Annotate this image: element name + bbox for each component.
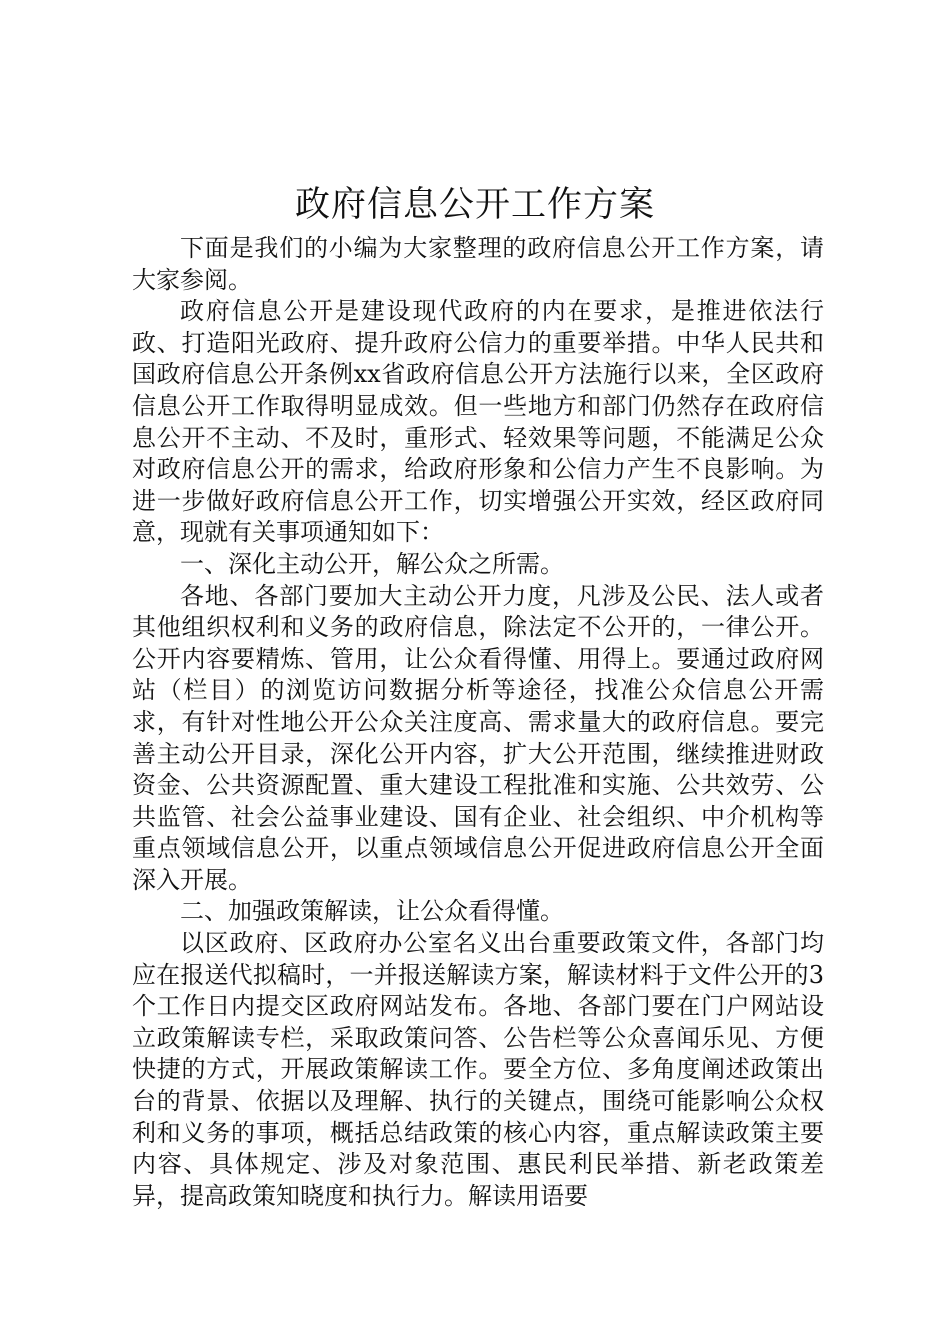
paragraph-section-1: 各地、各部门要加大主动公开力度，凡涉及公民、法人或者其他组织权利和义务的政府信息，除法定不公开的，一律公开。公开内容要精炼、管用，让公众看得懂、用得上。要通过政府网站（栏目）的浏览访问数据分析等途径，找准公众信息公开需求，有针对性地公开公众关注度高、需求量大的政府信息。要完善主动公开目录，深化公开内容，扩大公开范围，继续推进财政资金、公共资源配置、重大建设工程批准和实施、公共效劳、公共监管、社会公益事业建设、国有企业、社会组织、中介机构等重点领域信息公开，以重点领域信息公开促进政府信息公开全面深入开展。 <box>132 581 824 894</box>
paragraph-section-2: 以区政府、区政府办公室名义出台重要政策文件，各部门均应在报送代拟稿时，一并报送解读方案，解读材料于文件公开的3个工作日内提交区政府网站发布。各地、各部门要在门户网站设立政策解读专栏，采取政策问答、公告栏等公众喜闻乐见、方便快捷的方式，开展政策解读工作。要全方位、多角度阐述政策出台的背景、依据以及理解、执行的关键点，围绕可能影响公众权利和义务的事项，概括总结政策的核心内容，重点解读政策主要内容、具体规定、涉及对象范围、惠民利民举措、新老政策差异，提高政策知晓度和执行力。解读用语要 <box>132 929 824 1210</box>
section-heading-1: 一、深化主动公开，解公众之所需。 <box>180 549 564 578</box>
document-title: 政府信息公开工作方案 <box>294 185 655 225</box>
paragraph-intro: 下面是我们的小编为大家整理的政府信息公开工作方案，请大家参阅。 <box>132 234 824 294</box>
paragraph-background: 政府信息公开是建设现代政府的内在要求，是推进依法行政、打造阳光政府、提升政府公信力的重要举措。中华人民共和国政府信息公开条例xx省政府信息公开方法施行以来，全区政府信息公开工作取得明显成效。但一些地方和部门仍然存在政府信息公开不主动、不及时，重形式、轻效果等问题，不能满足公众对政府信息公开的需求，给政府形象和公信力产生不良影响。为进一步做好政府信息公开工作，切实增强公开实效，经区政府同意，现就有关事项通知如下： <box>132 297 824 547</box>
section-heading-2: 二、加强政策解读，让公众看得懂。 <box>180 897 564 926</box>
document-body <box>132 233 824 1212</box>
